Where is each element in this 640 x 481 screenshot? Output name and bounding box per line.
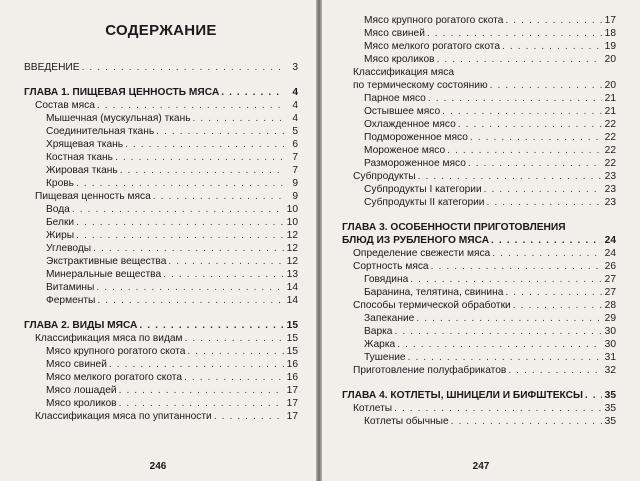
left-page <box>0 0 316 481</box>
toc-entry-title: Запекание <box>364 313 415 324</box>
toc-entry-title: Мясо лошадей <box>46 385 117 396</box>
toc-entry-title: Субпродукты I категории <box>364 184 482 195</box>
toc-entry-title: Приготовление полуфабрикатов <box>353 365 507 376</box>
toc-entry <box>342 260 616 273</box>
toc-entry-page: 32 <box>604 365 616 376</box>
chapter-heading-3-line2: БЛЮД ИЗ РУБЛЕНОГО МЯСА . . . 24 <box>342 234 616 247</box>
toc-entry-page: 7 <box>292 165 298 176</box>
toc-entry <box>24 229 298 242</box>
toc-entry-title: Определение свежести мяса <box>353 248 491 259</box>
toc-entry <box>24 371 298 384</box>
toc-entry <box>24 268 298 281</box>
toc-entry-page: 23 <box>604 197 616 208</box>
toc-entry-page: 13 <box>286 269 298 280</box>
right-page <box>322 0 640 481</box>
chapter-3-entries <box>342 247 616 377</box>
toc-entry-page: 7 <box>292 152 298 163</box>
chapter-heading-4: ГЛАВА 4. КОТЛЕТЫ, ШНИЦЕЛИ И БИФШТЕКСЫ . . . 35 <box>342 389 616 402</box>
toc-entry <box>342 247 616 260</box>
toc-entry-title: Тушение <box>364 352 406 363</box>
toc-entry-title: Субпродукты <box>353 171 416 182</box>
toc-entry-page: 14 <box>286 295 298 306</box>
toc-entry <box>342 170 616 183</box>
toc-entry <box>24 190 298 203</box>
toc-entry <box>342 402 616 415</box>
toc-entry <box>24 177 298 190</box>
toc-entry-title: Хрящевая ткань <box>46 139 124 150</box>
toc-entry-page: 35 <box>604 416 616 427</box>
toc-entry-title: Мышечная (мускульная) ткань <box>46 113 191 124</box>
toc-entry-page: 9 <box>292 191 298 202</box>
toc-entry-page: 26 <box>604 261 616 272</box>
toc-entry <box>342 144 616 157</box>
toc-entry-title: Мясо крупного рогатого скота <box>46 346 186 357</box>
page-number-left: 246 <box>149 461 167 472</box>
toc-entry-page: 16 <box>286 372 298 383</box>
toc-entry-title: Витамины <box>46 282 95 293</box>
toc-entry-page: 22 <box>604 158 616 169</box>
toc-entry <box>24 151 298 164</box>
toc-entry-page: 27 <box>604 274 616 285</box>
toc-entry-page: 17 <box>286 398 298 409</box>
toc-entry-title: Костная ткань <box>46 152 113 163</box>
toc-entry-title: Вода <box>46 204 70 215</box>
toc-entry <box>342 27 616 40</box>
toc-entry <box>24 281 298 294</box>
toc-entry <box>24 216 298 229</box>
toc-entry-page: 30 <box>604 339 616 350</box>
toc-entry <box>342 196 616 209</box>
toc-entry-title: Мясо кроликов <box>364 54 435 65</box>
toc-entry-title: Соединительная ткань <box>46 126 155 137</box>
toc-entry-title: Размороженное мясо <box>364 158 466 169</box>
toc-entry <box>24 345 298 358</box>
toc-entry <box>342 183 616 196</box>
chapter-2-entries <box>24 332 298 423</box>
toc-entry-title: Состав мяса <box>35 100 95 111</box>
toc-entry-title: Котлеты обычные <box>364 416 449 427</box>
toc-entry <box>24 294 298 307</box>
toc-entry <box>342 351 616 364</box>
chapter-heading-1: ГЛАВА 1. ПИЩЕВАЯ ЦЕННОСТЬ МЯСА . . . 4 <box>24 86 298 99</box>
toc-entry <box>342 312 616 325</box>
toc-entry <box>342 118 616 131</box>
toc-entry-page: 23 <box>604 184 616 195</box>
chapter-4-entries <box>342 402 616 428</box>
toc-entry-title: Мясо свиней <box>364 28 425 39</box>
toc-entry-page: 15 <box>286 333 298 344</box>
toc-entry-page: 29 <box>604 313 616 324</box>
thermal-entries <box>342 92 616 209</box>
toc-entry-page: 19 <box>604 41 616 52</box>
toc-entry-title: Котлеты <box>353 403 393 414</box>
toc-entry-page: 10 <box>286 204 298 215</box>
toc-entry <box>342 286 616 299</box>
toc-entry-page: 10 <box>286 217 298 228</box>
toc-entry <box>24 164 298 177</box>
toc-entry-page: 22 <box>604 145 616 156</box>
toc-entry <box>342 14 616 27</box>
toc-entry-page: 23 <box>604 171 616 182</box>
toc-entry-title: Баранина, телятина, свинина <box>364 287 504 298</box>
toc-entry <box>342 364 616 377</box>
toc-entry-page: 35 <box>604 403 616 414</box>
toc-entry <box>24 358 298 371</box>
toc-entry-title: Классификация мяса по упитанности <box>35 411 212 422</box>
toc-entry-title: Субпродукты II категории <box>364 197 485 208</box>
toc-entry-page: 16 <box>286 359 298 370</box>
continued-entries <box>342 14 616 66</box>
toc-entry-page: 24 <box>604 248 616 259</box>
toc-entry-intro: ВВЕДЕНИЕ . . . 3 <box>24 61 298 74</box>
toc-entry-page: 31 <box>604 352 616 363</box>
toc-entry-title: Пищевая ценность мяса <box>35 191 151 202</box>
toc-entry <box>24 384 298 397</box>
toc-entry <box>24 112 298 125</box>
toc-entry-page: 12 <box>286 243 298 254</box>
toc-entry <box>342 92 616 105</box>
toc-entry-title: Мясо крупного рогатого скота <box>364 15 504 26</box>
toc-entry-title: Ферменты <box>46 295 96 306</box>
toc-entry-page: 12 <box>286 256 298 267</box>
toc-entry-thermal-line2: по термическому состоянию . . . 20 <box>342 79 616 92</box>
toc-entry-title: Мясо мелкого рогатого скота <box>364 41 501 52</box>
toc-entry-title: Минеральные вещества <box>46 269 162 280</box>
toc-entry-title: Способы термической обработки <box>353 300 511 311</box>
toc-entry <box>342 299 616 312</box>
toc-entry-title: Охлажденное мясо <box>364 119 456 130</box>
toc-entry <box>24 397 298 410</box>
toc-entry <box>342 415 616 428</box>
chapter-heading-2: ГЛАВА 2. ВИДЫ МЯСА . . . 15 <box>24 319 298 332</box>
page-number-right: 247 <box>472 461 490 472</box>
toc-entry-title: Мороженое мясо <box>364 145 446 156</box>
toc-entry-page: 5 <box>292 126 298 137</box>
toc-entry-page: 18 <box>604 28 616 39</box>
toc-entry <box>24 138 298 151</box>
toc-entry <box>342 131 616 144</box>
toc-entry-thermal-line1: Классификация мяса <box>353 67 454 78</box>
toc-entry-page: 27 <box>604 287 616 298</box>
toc-entry <box>342 273 616 286</box>
toc-entry <box>24 332 298 345</box>
toc-entry-page: 17 <box>604 15 616 26</box>
toc-entry-page: 17 <box>286 411 298 422</box>
toc-entry-title: Классификация мяса по видам <box>35 333 183 344</box>
toc-entry-title: Белки <box>46 217 75 228</box>
toc-entry <box>342 338 616 351</box>
toc-entry <box>24 242 298 255</box>
toc-entry-title: Остывшее мясо <box>364 106 441 117</box>
toc-entry-page: 30 <box>604 326 616 337</box>
toc-entry-title: Мясо кроликов <box>46 398 117 409</box>
toc-entry-page: 4 <box>292 113 298 124</box>
toc-entry-page: 4 <box>292 100 298 111</box>
toc-entry-title: Жировая ткань <box>46 165 118 176</box>
toc-entry-page: 20 <box>604 54 616 65</box>
toc-entry-page: 22 <box>604 132 616 143</box>
toc-entry-page: 21 <box>604 106 616 117</box>
toc-entry-title: Углеводы <box>46 243 92 254</box>
toc-entry-title: Говядина <box>364 274 409 285</box>
toc-entry-title: Подмороженное мясо <box>364 132 468 143</box>
toc-entry-page: 28 <box>604 300 616 311</box>
toc-entry <box>24 203 298 216</box>
toc-entry <box>342 325 616 338</box>
toc-entry <box>342 157 616 170</box>
toc-entry-title: Сортность мяса <box>353 261 429 272</box>
toc-entry-page: 6 <box>292 139 298 150</box>
toc-entry <box>24 255 298 268</box>
toc-entry-page: 9 <box>292 178 298 189</box>
toc-entry-page: 17 <box>286 385 298 396</box>
toc-entry <box>342 105 616 118</box>
toc-entry-title: Парное мясо <box>364 93 426 104</box>
toc-entry-title: Варка <box>364 326 393 337</box>
toc-entry-page: 21 <box>604 93 616 104</box>
toc-entry <box>342 53 616 66</box>
toc-entry-title: Жиры <box>46 230 75 241</box>
toc-entry-title: Экстрактивные вещества <box>46 256 167 267</box>
chapter-heading-3-line1: ГЛАВА 3. ОСОБЕННОСТИ ПРИГОТОВЛЕНИЯ <box>342 222 566 233</box>
toc-entry <box>24 125 298 138</box>
toc-entry-page: 14 <box>286 282 298 293</box>
toc-entry-page: 22 <box>604 119 616 130</box>
toc-entry-page: 15 <box>286 346 298 357</box>
toc-entry <box>24 410 298 423</box>
toc-entry-title: Мясо мелкого рогатого скота <box>46 372 183 383</box>
toc-entry-title: Кровь <box>46 178 74 189</box>
toc-entry-title: Мясо свиней <box>46 359 107 370</box>
toc-entry-title: Жарка <box>364 339 396 350</box>
chapter-1-entries <box>24 99 298 307</box>
toc-entry-page: 12 <box>286 230 298 241</box>
toc-title: СОДЕРЖАНИЕ <box>105 22 217 39</box>
toc-entry <box>24 99 298 112</box>
toc-entry <box>342 40 616 53</box>
